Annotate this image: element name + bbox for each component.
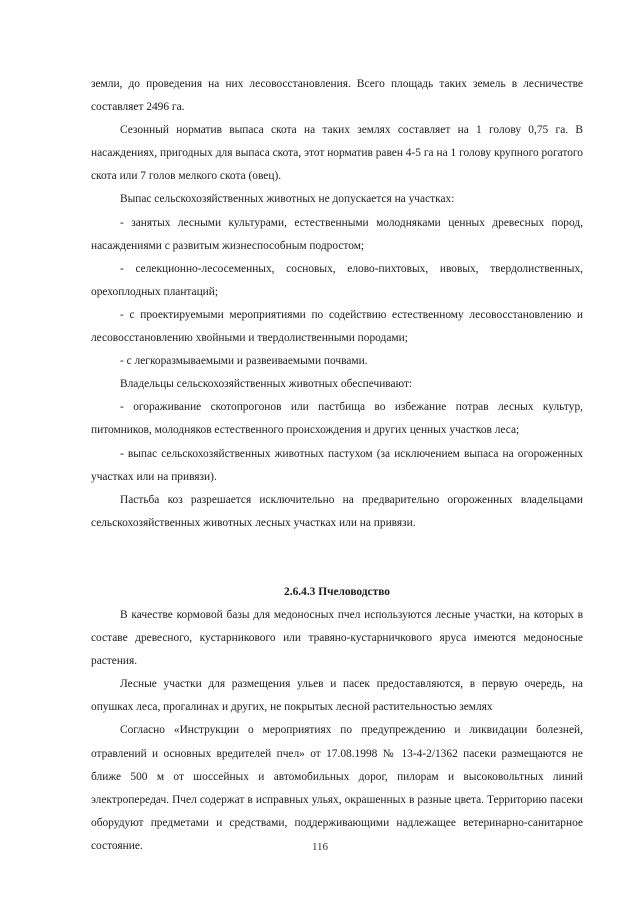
paragraph: Согласно «Инструкции о мероприятиях по предупреждению и ликвидации болезней, отравлений и основных вредителей пчел» от 17.08.1998 № 13-4-2/1362 пасеки размещаются не ближе 500 м от шоссейных и автомобильных дорог, пилорам и высоковольтных линий электропередач. Пчел содержат в исправных ульях, окрашенных в разные цвета. Территорию пасеки оборудуют предметами и средствами, поддерживающими надлежащее ветеринарно-санитарное состояние. [91, 724, 583, 852]
document-page [91, 73, 583, 858]
text-block-grazing [91, 73, 583, 535]
paragraph: - огораживание скотопрогонов или пастбища во избежание потрав лесных культур, питомников, молодняков естественного происхождения и других ценных участков леса; [91, 401, 583, 437]
paragraph: Пастьба коз разрешается исключительно на предварительно огороженных владельцами сельскохозяйственных животных лесных участках или на привязи. [91, 493, 583, 529]
paragraph: - выпас сельскохозяйственных животных пастухом (за исключением выпаса на огороженных участках или на привязи). [91, 447, 583, 483]
paragraph: - с проектируемыми мероприятиями по содействию естественному лесовосстановлению и лесовосстановлению хвойными и твердолиственными породами; [91, 308, 583, 345]
paragraph: Лесные участки для размещения ульев и пасек предоставляются, в первую очередь, на опушках леса, прогалинах и других, не покрытых лесной растительностью землях [91, 678, 583, 714]
paragraph: земли, до проведения на них лесовосстановления. Всего площадь таких земель в лесничестве составляет 2496 га. [91, 78, 583, 114]
section-spacer [91, 535, 583, 581]
paragraph: - селекционно-лесосеменных, сосновых, елово-пихтовых, ивовых, твердолиственных, орехоплодных плантаций; [91, 262, 583, 298]
text-block-beekeeping [91, 604, 583, 858]
paragraph: Выпас сельскохозяйственных животных не допускается на участках: [120, 193, 455, 206]
paragraph: Сезонный норматив выпаса скота на таких землях составляет на 1 голову 0,75 га. В насаждениях, пригодных для выпаса скота, этот норматив равен 4-5 га на 1 голову крупного рогатого скота или 7 голов мелкого скота (овец). [91, 124, 583, 183]
paragraph: Владельцы сельскохозяйственных животных обеспечивают: [120, 378, 413, 391]
page-number: 116 [311, 841, 329, 853]
section-heading: 2.6.4.3 Пчеловодство [284, 585, 390, 598]
paragraph: В качестве кормовой базы для медоносных пчел используются лесные участки, на которых в составе древесного, кустарникового или травяно-кустарничкового яруса имеются медоносные растения. [91, 608, 583, 668]
paragraph: - занятых лесными культурами, естественными молодняками ценных древесных пород, насаждениями с развитым жизнеспособным подростом; [91, 216, 583, 252]
paragraph: - с легкоразмываемыми и развеиваемыми почвами. [120, 355, 368, 368]
